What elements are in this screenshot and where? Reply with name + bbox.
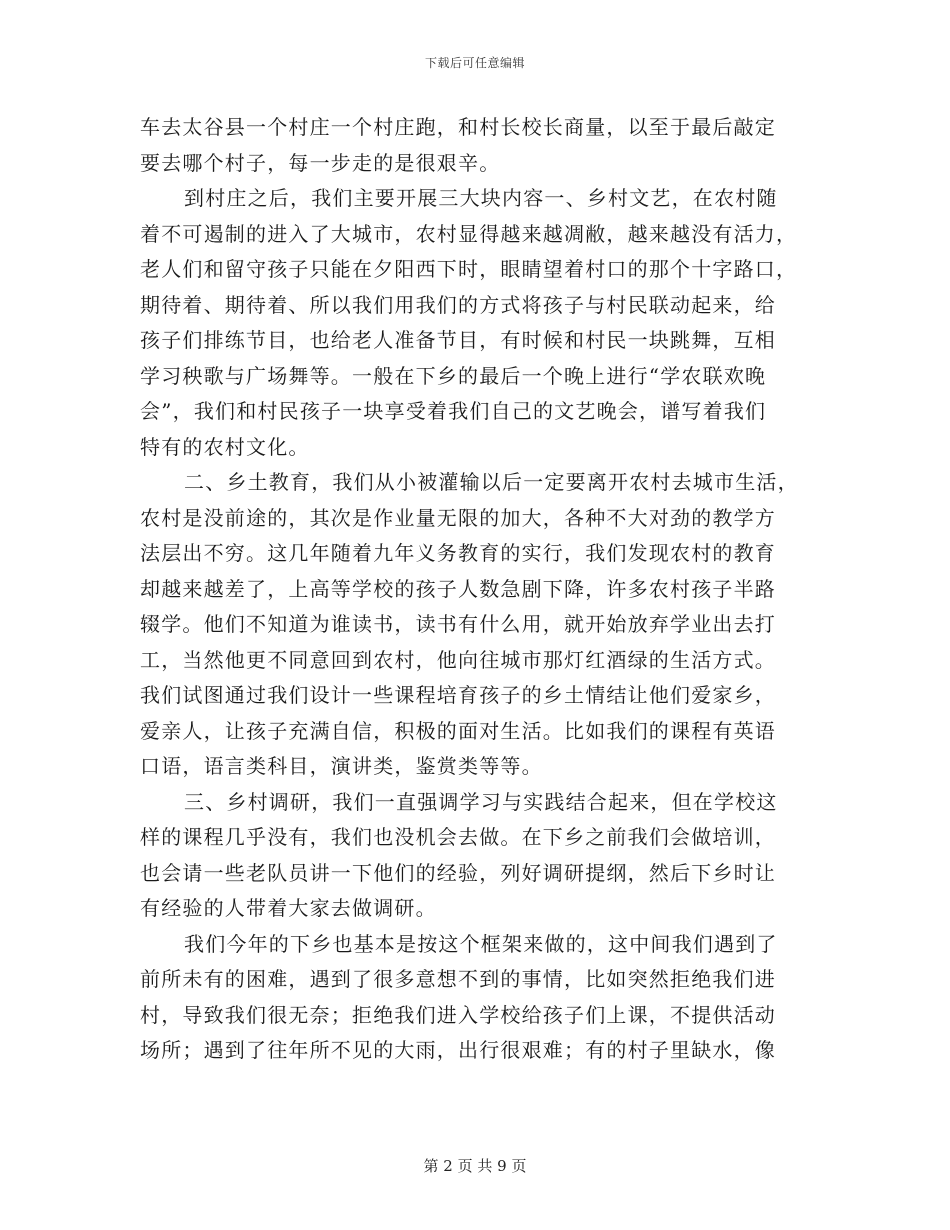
text-line: 辍学。他们不知道为谁读书，读书有什么用，就开始放弃学业出去打 bbox=[140, 612, 776, 636]
text-line: 有经验的人带着大家去做调研。 bbox=[140, 896, 437, 920]
text-line: 学习秧歌与广场舞等。一般在下乡的最后一个晚上进行“学农联欢晚 bbox=[140, 363, 767, 388]
text-line: 我们今年的下乡也基本是按这个框架来做的，这中间我们遇到了 bbox=[184, 931, 778, 956]
text-line: 孩子们排练节目，也给老人准备节目，有时候和村民一块跳舞，互相 bbox=[140, 328, 776, 352]
text-line: 二、乡土教育，我们从小被灌输以后一定要离开农村去城市生活， bbox=[184, 470, 799, 494]
text-line: 特有的农村文化。 bbox=[140, 434, 310, 459]
text-line: 着不可遏制的进入了大城市，农村显得越来越凋敝，越来越没有活力， bbox=[140, 221, 798, 246]
text-line: 车去太谷县一个村庄一个村庄跑，和村长校长商量，以至于最后敲定 bbox=[140, 115, 776, 139]
page-footer: 第 2 页 共 9 页 bbox=[423, 1157, 527, 1175]
paragraph-3 bbox=[140, 465, 810, 785]
page-header: 下载后可任意编辑 bbox=[424, 56, 525, 70]
paragraph-4 bbox=[140, 785, 810, 927]
text-line: 却越来越差了，上高等学校的孩子人数急剧下降，许多农村孩子半路 bbox=[140, 576, 776, 601]
text-line: 到村庄之后，我们主要开展三大块内容一、乡村文艺，在农村随 bbox=[184, 186, 778, 210]
text-line: 期待着、期待着、所以我们用我们的方式将孩子与村民联动起来，给 bbox=[140, 292, 776, 317]
text-line: 三、乡村调研，我们一直强调学习与实践结合起来，但在学校这 bbox=[184, 789, 778, 814]
text-line: 爱亲人，让孩子充满自信，积极的面对生活。比如我们的课程有英语 bbox=[140, 718, 776, 743]
text-line: 要去哪个村子，每一步走的是很艰辛。 bbox=[140, 150, 501, 175]
text-line: 也会请一些老队员讲一下他们的经验，列好调研提纲，然后下乡时让 bbox=[140, 860, 776, 885]
document-body bbox=[140, 110, 810, 1069]
text-line: 工，当然他更不同意回到农村，他向往城市那灯红酒绿的生活方式。 bbox=[140, 647, 776, 672]
text-line: 老人们和留守孩子只能在夕阳西下时，眼睛望着村口的那个十字路口， bbox=[140, 257, 798, 281]
text-line: 村，导致我们很无奈；拒绝我们进入学校给孩子们上课，不提供活动 bbox=[140, 1002, 776, 1027]
text-line: 我们试图通过我们设计一些课程培育孩子的乡土情结让他们爱家乡， bbox=[140, 683, 776, 707]
text-line: 样的课程几乎没有，我们也没机会去做。在下乡之前我们会做培训， bbox=[140, 825, 776, 849]
paragraph-1 bbox=[140, 110, 810, 181]
text-line: 农村是没前途的，其次是作业量无限的加大，各种不大对劲的教学方 bbox=[140, 505, 776, 530]
paragraph-2 bbox=[140, 181, 810, 465]
text-line: 会”，我们和村民孩子一块享受着我们自己的文艺晚会，谱写着我们 bbox=[140, 399, 767, 423]
paragraph-5 bbox=[140, 927, 810, 1069]
text-line: 场所；遇到了往年所不见的大雨，出行很艰难；有的村子里缺水，像 bbox=[140, 1038, 776, 1062]
text-line: 前所未有的困难，遇到了很多意想不到的事情，比如突然拒绝我们进 bbox=[140, 967, 776, 991]
text-line: 口语，语言类科目，演讲类，鉴赏类等等。 bbox=[140, 754, 543, 778]
text-line: 法层出不穷。这几年随着九年义务教育的实行，我们发现农村的教育 bbox=[140, 541, 776, 565]
